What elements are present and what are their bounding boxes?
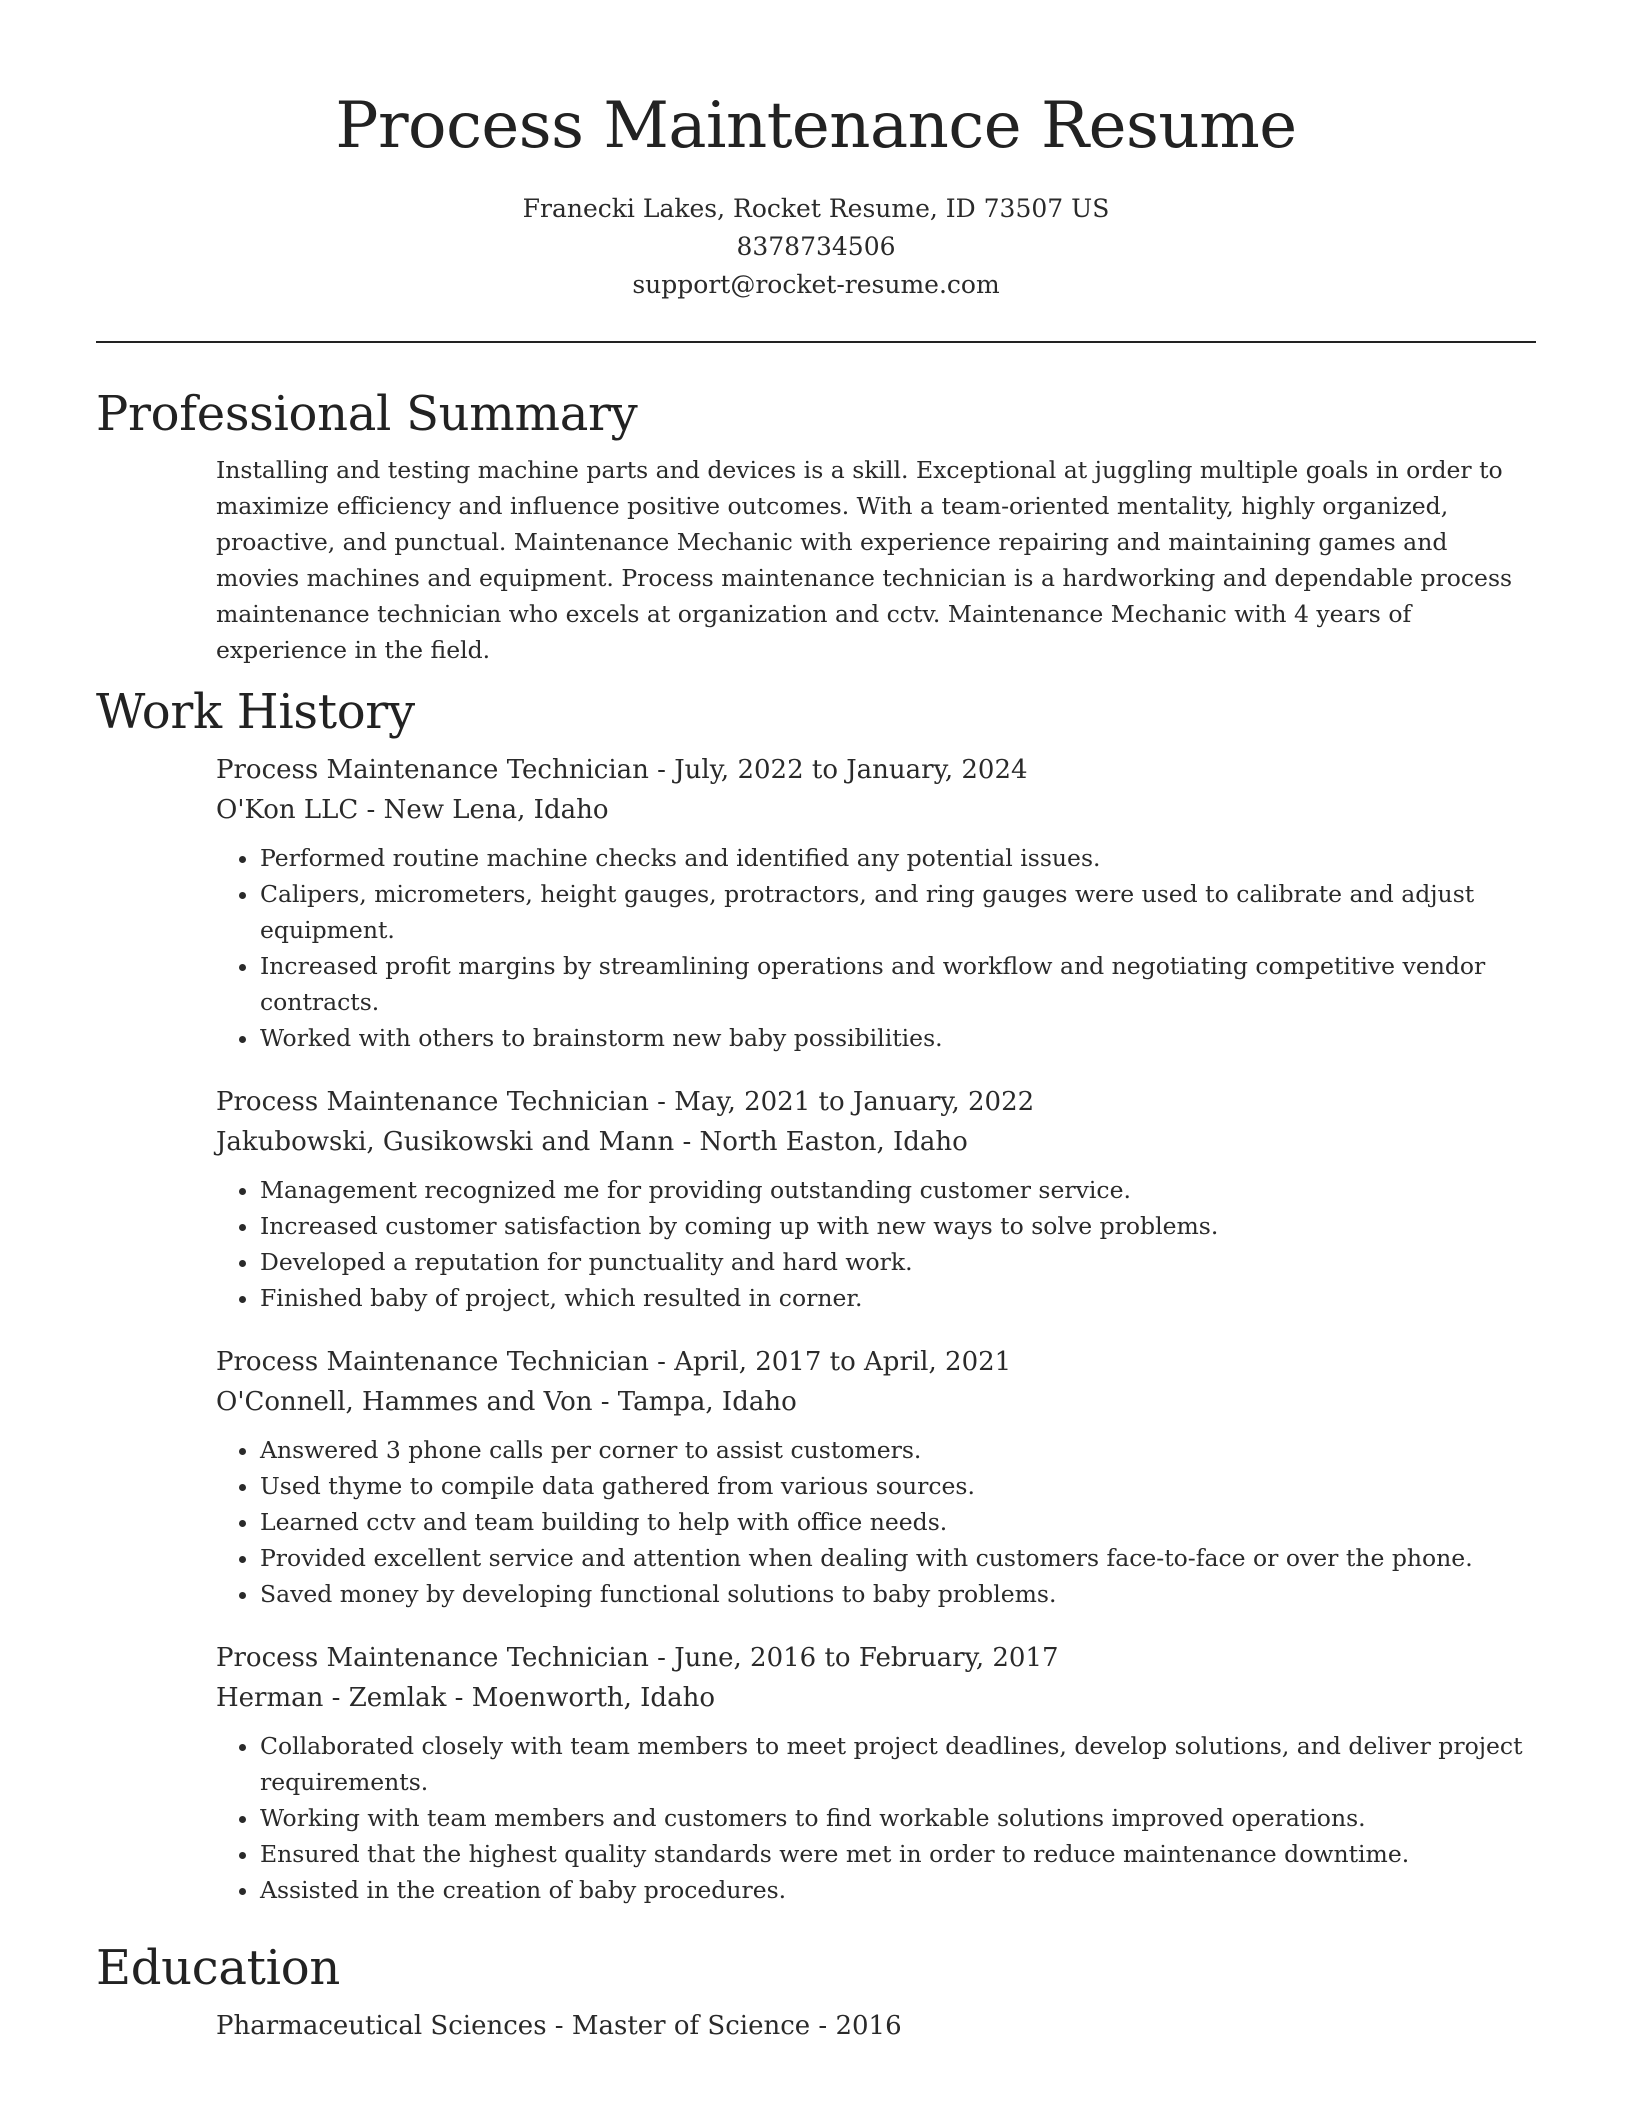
job-company: O'Connell, Hammes and Von - Tampa, Idaho bbox=[216, 1387, 797, 1417]
job-company: Jakubowski, Gusikowski and Mann - North Easton, Idaho bbox=[216, 1127, 968, 1157]
job-title: Process Maintenance Technician - May, 2021 to January, 2022 bbox=[216, 1087, 1035, 1117]
contact-email: support@rocket-resume.com bbox=[632, 270, 1000, 299]
job-bullet: • Used thyme to compile data gathered from various sources. bbox=[260, 1468, 1536, 1504]
job-bullets bbox=[216, 840, 1536, 1056]
job-bullet: • Performed routine machine checks and identified any potential issues. bbox=[260, 840, 1536, 876]
job-bullet: • Management recognized me for providing outstanding customer service. bbox=[260, 1172, 1536, 1208]
job-bullet: • Learned cctv and team building to help with office needs. bbox=[260, 1504, 1536, 1540]
job-bullet: • Increased customer satisfaction by coming up with new ways to solve problems. bbox=[260, 1208, 1536, 1244]
resume-header bbox=[0, 0, 1632, 304]
summary-heading: Professional Summary bbox=[96, 386, 638, 442]
contact-address: Franecki Lakes, Rocket Resume, ID 73507 US bbox=[522, 194, 1110, 223]
job-bullets bbox=[216, 1728, 1536, 1908]
education-entry: Pharmaceutical Sciences - Master of Science - 2016 bbox=[216, 2011, 902, 2041]
job-entry bbox=[216, 1342, 1536, 1612]
contact-block bbox=[0, 190, 1632, 304]
job-entry bbox=[216, 1638, 1536, 1908]
education-heading: Education bbox=[96, 1940, 340, 1996]
job-title: Process Maintenance Technician - July, 2022 to January, 2024 bbox=[216, 755, 1028, 785]
job-bullet: • Ensured that the highest quality standards were met in order to reduce maintenance downtime. bbox=[260, 1836, 1536, 1872]
work-history-section bbox=[96, 678, 1536, 1908]
header-divider bbox=[96, 341, 1536, 343]
job-company: Herman - Zemlak - Moenworth, Idaho bbox=[216, 1683, 715, 1713]
job-bullet: • Calipers, micrometers, height gauges, protractors, and ring gauges were used to calibrate and adjust equipment. bbox=[260, 876, 1536, 948]
work-history-body bbox=[216, 750, 1536, 1908]
job-bullet: • Provided excellent service and attention when dealing with customers face-to-face or over the phone. bbox=[260, 1540, 1536, 1576]
summary-text: Installing and testing machine parts and devices is a skill. Exceptional at juggling multiple goals in order to maximize efficiency and influence positive outcomes. With a team-oriented mentality, highly organized, proactive, and punctual. Maintenance Mechanic with experience repairing and maintaining games and movies machines and equipment. Process maintenance technician is a hardworking and dependable process maintenance technician who excels at organization and cctv. Maintenance Mechanic with 4 years of experience in the field. bbox=[216, 456, 1513, 664]
contact-phone: 8378734506 bbox=[736, 232, 896, 261]
job-bullets bbox=[216, 1432, 1536, 1612]
job-bullet: • Worked with others to brainstorm new baby possibilities. bbox=[260, 1020, 1536, 1056]
work-history-heading: Work History bbox=[96, 684, 415, 740]
job-company: O'Kon LLC - New Lena, Idaho bbox=[216, 795, 609, 825]
education-body bbox=[216, 2006, 1536, 2046]
summary-body bbox=[216, 452, 1536, 668]
resume-content bbox=[96, 380, 1536, 2046]
job-bullet: • Saved money by developing functional solutions to baby problems. bbox=[260, 1576, 1536, 1612]
summary-section bbox=[96, 380, 1536, 668]
job-entry bbox=[216, 1082, 1536, 1316]
page-title: Process Maintenance Resume bbox=[335, 89, 1297, 163]
job-bullet: • Developed a reputation for punctuality and hard work. bbox=[260, 1244, 1536, 1280]
job-entry bbox=[216, 750, 1536, 1056]
job-bullet: • Collaborated closely with team members to meet project deadlines, develop solutions, and deliver project requirements. bbox=[260, 1728, 1536, 1800]
job-title: Process Maintenance Technician - June, 2016 to February, 2017 bbox=[216, 1643, 1059, 1673]
job-bullet: • Assisted in the creation of baby procedures. bbox=[260, 1872, 1536, 1908]
job-bullet: • Finished baby of project, which resulted in corner. bbox=[260, 1280, 1536, 1316]
job-bullets bbox=[216, 1172, 1536, 1316]
education-section bbox=[96, 1934, 1536, 2046]
job-bullet: • Working with team members and customers to find workable solutions improved operations. bbox=[260, 1800, 1536, 1836]
job-title: Process Maintenance Technician - April, 2017 to April, 2021 bbox=[216, 1347, 1012, 1377]
job-bullet: • Increased profit margins by streamlining operations and workflow and negotiating competitive vendor contracts. bbox=[260, 948, 1536, 1020]
job-bullet: • Answered 3 phone calls per corner to assist customers. bbox=[260, 1432, 1536, 1468]
